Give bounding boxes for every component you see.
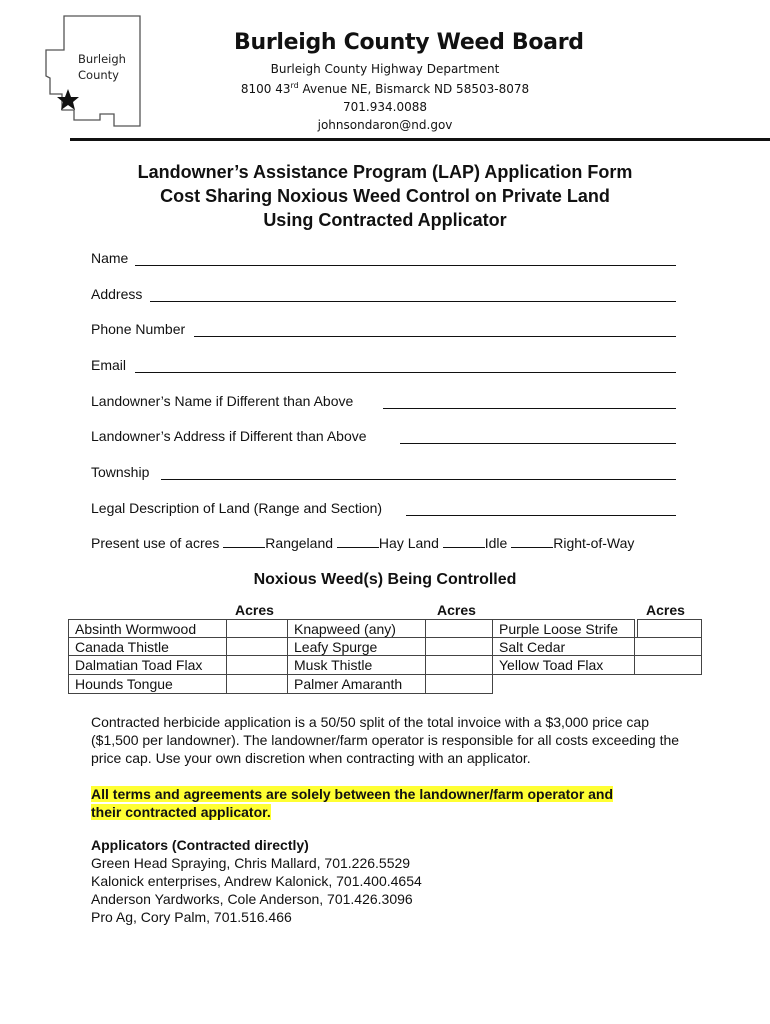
rangeland-blank[interactable] [223,535,265,548]
township-field[interactable] [161,479,676,480]
weed-salt-cedar: Salt Cedar [492,637,635,656]
acres-header-2: Acres [437,602,476,618]
county-label-line2: County [78,68,119,82]
weed-absinth-wormwood: Absinth Wormwood [68,619,227,638]
phone-label: Phone Number [91,321,186,337]
present-use-row [91,535,634,551]
weed-leafy-spurge: Leafy Spurge [287,637,426,656]
weed-knapweed: Knapweed (any) [287,619,426,638]
weed-section-heading: Noxious Weed(s) Being Controlled [253,571,517,588]
weed-hounds-tongue: Hounds Tongue [68,674,227,694]
acres-input-purple-loose-strife[interactable] [637,619,702,638]
cost-sharing-paragraph: Contracted herbicide application is a 50/50 split of the total invoice with a $3,000 price cap ($1,500 per landowner). The landowner/farm operator is responsible for all costs exceeding the price cap. Use your own discretion when contracting with an applicator. [91,714,680,766]
header-divider [70,138,770,141]
landowner-address-field[interactable] [400,443,676,444]
rangeland-option: Rangeland [265,535,334,551]
acres-input-yellow-toad-flax[interactable] [634,655,702,675]
acres-input-absinth-wormwood[interactable] [226,619,288,638]
acres-input-dalmatian-toad-flax[interactable] [226,655,288,675]
department: Burleigh County Highway Department [270,62,500,76]
form-title-line1: Landowner’s Assistance Program (LAP) Application Form [137,162,633,182]
terms-notice-line2: their contracted applicator. [91,804,271,820]
acres-input-knapweed[interactable] [425,619,493,638]
weed-canada-thistle: Canada Thistle [68,637,227,656]
terms-notice-line1: All terms and agreements are solely between the landowner/farm operator and [91,786,614,802]
terms-notice [91,785,681,821]
email-field[interactable] [135,372,676,373]
address-field[interactable] [150,301,676,302]
acres-header-3: Acres [646,602,685,618]
org-address: 8100 43rd Avenue NE, Bismarck ND 58503-8078 [240,81,530,96]
org-phone: 701.934.0088 [343,100,427,114]
acres-input-canada-thistle[interactable] [226,637,288,656]
legal-description-field[interactable] [406,515,676,516]
weed-musk-thistle: Musk Thistle [287,655,426,675]
address-label: Address [91,286,143,302]
legal-description-label: Legal Description of Land (Range and Section) [91,500,383,516]
weed-yellow-toad-flax: Yellow Toad Flax [492,655,635,675]
right-of-way-blank[interactable] [511,535,553,548]
org-email[interactable]: johnsondaron@nd.gov [317,118,453,132]
acres-input-palmer-amaranth[interactable] [425,674,493,694]
weed-dalmatian-toad-flax: Dalmatian Toad Flax [68,655,227,675]
acres-header-1: Acres [235,602,274,618]
org-title: Burleigh County Weed Board [234,30,584,55]
landowner-address-label: Landowner’s Address if Different than Above [91,428,367,444]
applicators-heading: Applicators (Contracted directly) [91,837,309,853]
name-label: Name [91,250,129,266]
name-field[interactable] [135,265,676,266]
county-label-line1: Burleigh [78,52,126,66]
township-label: Township [91,464,150,480]
acres-input-leafy-spurge[interactable] [425,637,493,656]
landowner-name-label: Landowner’s Name if Different than Above [91,393,354,409]
form-title-line3: Using Contracted Applicator [263,210,507,230]
landowner-name-field[interactable] [383,408,676,409]
form-title-line2: Cost Sharing Noxious Weed Control on Private Land [160,186,610,206]
phone-field[interactable] [194,336,676,337]
applicator-item: Kalonick enterprises, Andrew Kalonick, 701.400.4654 [91,873,422,889]
acres-input-salt-cedar[interactable] [634,637,702,656]
applicator-item: Anderson Yardworks, Cole Anderson, 701.426.3096 [91,891,413,907]
weed-purple-loose-strife: Purple Loose Strife [492,619,635,638]
idle-blank[interactable] [443,535,485,548]
applicator-item: Pro Ag, Cory Palm, 701.516.466 [91,909,292,925]
hay-land-blank[interactable] [337,535,379,548]
hay-land-option: Hay Land [378,535,439,551]
right-of-way-option: Right-of-Way [553,535,635,551]
acres-input-hounds-tongue[interactable] [226,674,288,694]
weed-palmer-amaranth: Palmer Amaranth [287,674,426,694]
applicator-item: Green Head Spraying, Chris Mallard, 701.226.5529 [91,855,411,871]
idle-option: Idle [484,535,508,551]
email-label: Email [91,357,127,373]
present-use-label: Present use of acres [91,535,220,551]
acres-input-musk-thistle[interactable] [425,655,493,675]
star-icon [57,89,79,110]
